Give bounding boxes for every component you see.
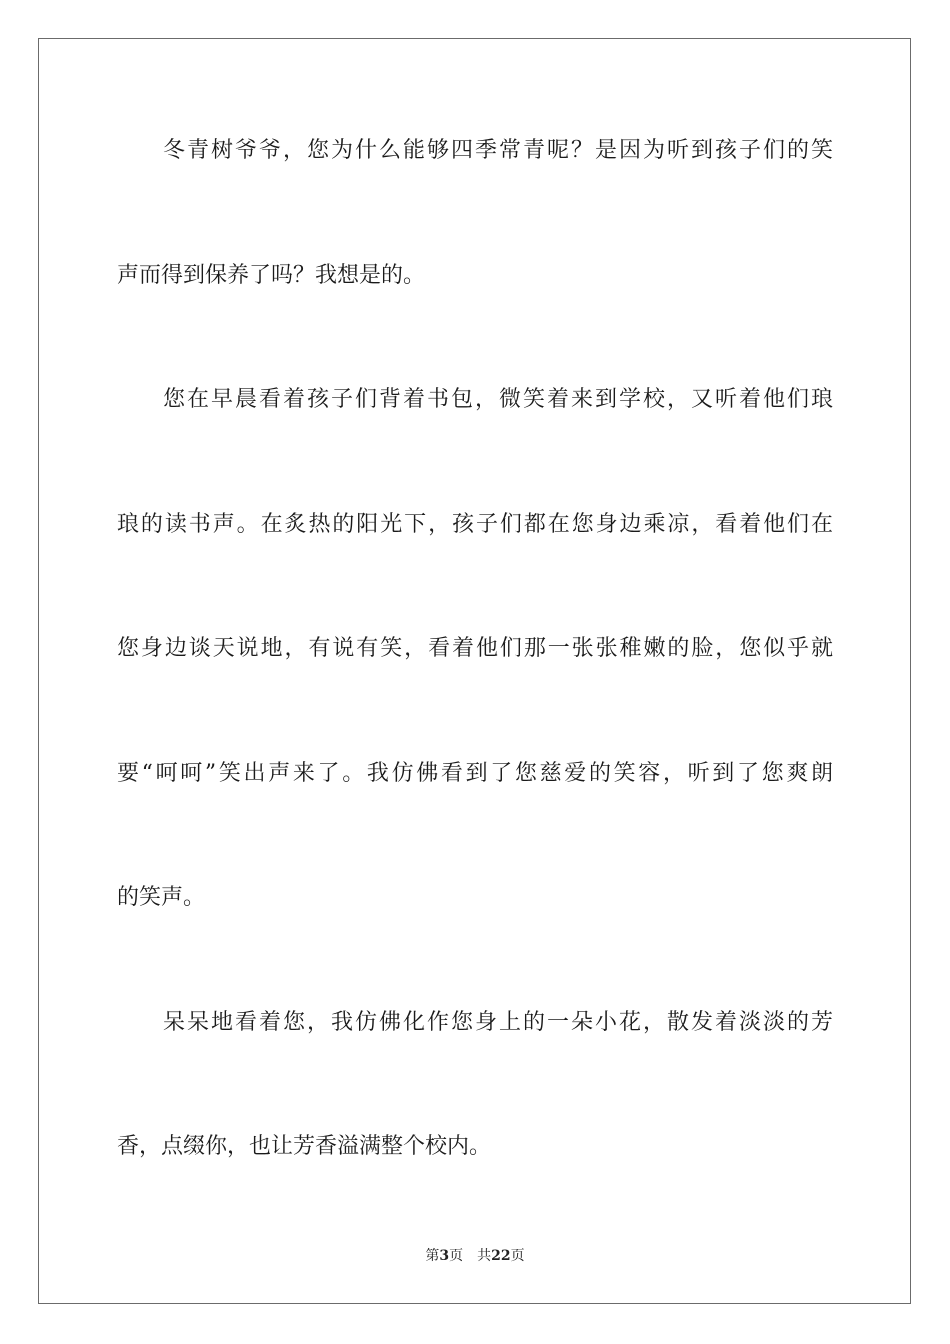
page-prefix: 第 [425, 1248, 440, 1264]
paragraph-2-line-5: 的笑声。 [117, 885, 206, 910]
total-pages-number: 22 [491, 1248, 511, 1264]
total-suffix: 页 [510, 1248, 525, 1264]
paragraph-2-line-3: 您身边谈天说地，有说有笑，看着他们那一张张稚嫩的脸，您似乎就 [117, 636, 833, 661]
paragraph-1-line-1: 冬青树爷爷，您为什么能够四季常青呢？是因为听到孩子们的笑 [163, 138, 833, 163]
paragraph-3-line-2: 香，点缀你，也让芳香溢满整个校内。 [117, 1134, 492, 1159]
page-suffix: 页 [449, 1248, 464, 1264]
total-prefix: 共 [477, 1248, 492, 1264]
paragraph-1-line-2: 声而得到保养了吗？我想是的。 [117, 263, 426, 288]
page-footer [0, 1246, 950, 1266]
paragraph-2-line-1: 您在早晨看着孩子们背着书包，微笑着来到学校，又听着他们琅 [163, 387, 833, 412]
page-border [38, 38, 911, 1304]
current-page-number: 3 [439, 1248, 450, 1264]
paragraph-3-line-1: 呆呆地看着您，我仿佛化作您身上的一朵小花，散发着淡淡的芳 [163, 1010, 833, 1035]
paragraph-2-line-2: 琅的读书声。在炙热的阳光下，孩子们都在您身边乘凉，看着他们在 [117, 512, 833, 537]
paragraph-2-line-4: 要“呵呵”笑出声来了。我仿佛看到了您慈爱的笑容，听到了您爽朗 [117, 761, 833, 786]
